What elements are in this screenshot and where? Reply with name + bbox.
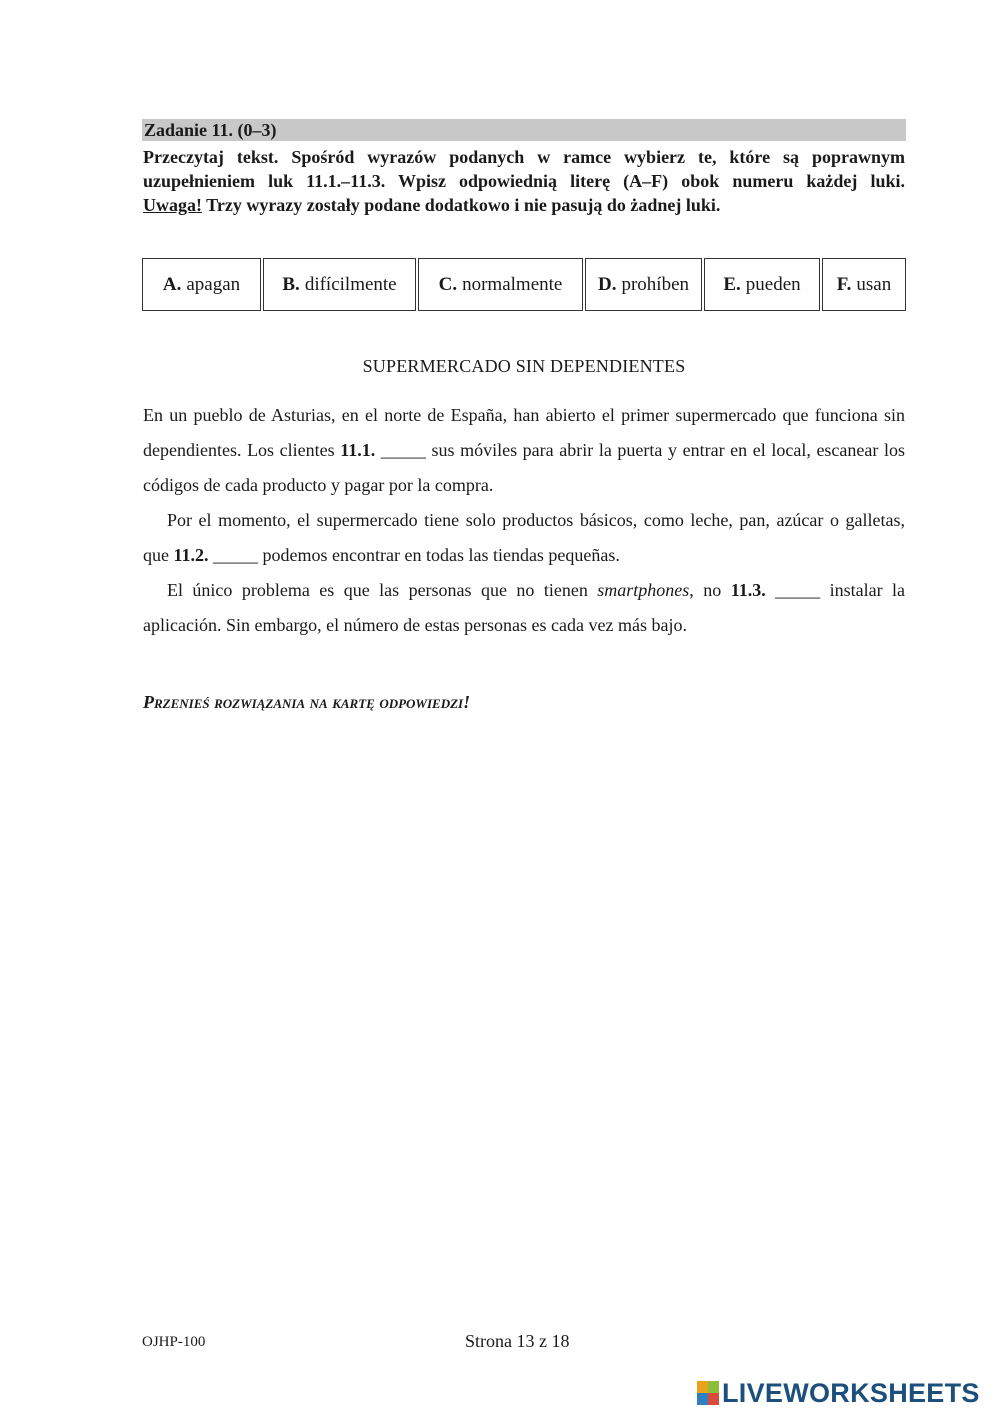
instruction-line-2: uzupełnieniem luk 11.1.–11.3. Wpisz odpowiednią literę (A–F) obok numeru każdej luki. <box>143 171 905 191</box>
article-text <box>143 398 905 643</box>
gap-number-11-3: 11.3. <box>730 580 766 600</box>
warning-line <box>143 193 905 217</box>
option-word: apagan <box>186 273 241 295</box>
option-letter: E. <box>723 273 741 295</box>
paragraph-3 <box>143 573 905 643</box>
text-span: Por el momento, el supermercado tiene solo productos básicos, como leche, pan, azúcar o galletas, que <box>143 510 905 565</box>
text-span: podemos encontrar en todas las tiendas pequeñas. <box>258 545 620 565</box>
option-e <box>704 258 820 311</box>
word-options-box <box>142 258 906 311</box>
brand-name: LIVEWORKSHEETS <box>722 1377 980 1408</box>
option-d <box>585 258 702 311</box>
brand-logo <box>697 1378 980 1408</box>
paragraph-1 <box>143 398 905 503</box>
warning-text: Trzy wyrazy zostały podane dodatkowo i nie pasują do żadnej luki. <box>202 195 721 215</box>
option-letter: B. <box>282 273 300 295</box>
page-number: Strona 13 z 18 <box>465 1331 570 1351</box>
gap-number-11-2: 11.2. <box>173 545 209 565</box>
option-b <box>263 258 416 311</box>
gap-blank-11-1[interactable]: _____ <box>380 440 426 460</box>
paragraph-2 <box>143 503 905 573</box>
instruction-line-1: Przeczytaj tekst. Spośród wyrazów podanych w ramce wybierz te, które są poprawnym <box>143 147 905 167</box>
text-span: , no <box>689 580 731 600</box>
text-span: En un pueblo de Asturias, en el norte de España, han abierto el primer supermercado que funciona sin dependientes. Los clientes <box>143 405 905 460</box>
option-word: prohíben <box>621 273 690 295</box>
option-a <box>142 258 261 311</box>
option-letter: D. <box>597 273 617 295</box>
option-word: difícilmente <box>304 273 397 295</box>
exam-code: OJHP-100 <box>142 1334 206 1350</box>
option-word: pueden <box>745 273 801 295</box>
brand-square <box>708 1381 719 1393</box>
italic-term: smartphones <box>597 580 690 600</box>
option-f <box>822 258 906 311</box>
gap-blank-11-2[interactable]: _____ <box>213 545 259 565</box>
transfer-note: Przenieś rozwiązania na kartę odpowiedzi! <box>143 692 471 712</box>
task-instructions <box>143 145 905 217</box>
brand-square <box>697 1381 708 1393</box>
brand-squares-icon <box>697 1381 719 1405</box>
option-letter: C. <box>438 273 458 295</box>
brand-square <box>697 1393 708 1405</box>
option-word: usan <box>856 273 892 295</box>
option-letter: A. <box>162 273 182 295</box>
brand-square <box>708 1393 719 1405</box>
option-word: normalmente <box>462 273 563 295</box>
option-letter: F. <box>836 273 852 295</box>
warning-label: Uwaga! <box>143 195 202 215</box>
text-span: sus móviles para abrir la puerta y entrar en el local, escanear los códigos de cada producto y pagar por la compra. <box>143 440 905 495</box>
gap-blank-11-3[interactable]: _____ <box>775 580 821 600</box>
gap-number-11-1: 11.1. <box>340 440 376 460</box>
text-span: instalar la aplicación. Sin embargo, el número de estas personas es cada vez más bajo. <box>143 580 906 635</box>
article-title: SUPERMERCADO SIN DEPENDIENTES <box>362 356 686 376</box>
text-span: El único problema es que las personas que no tienen <box>167 580 598 600</box>
task-header: Zadanie 11. (0–3) <box>142 119 906 141</box>
option-c <box>418 258 583 311</box>
